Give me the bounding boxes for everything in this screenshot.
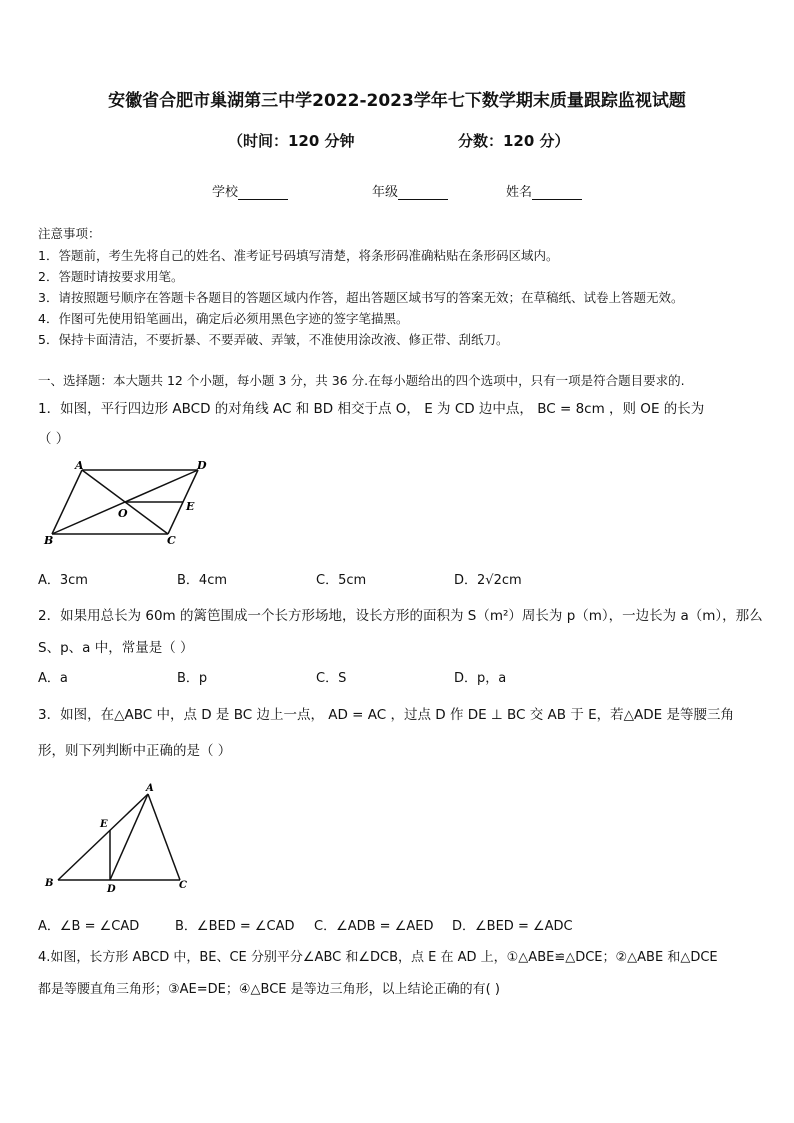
q1-option-d[interactable]: D．2√2cm — [454, 573, 522, 588]
name-label: 姓名 — [506, 185, 533, 200]
label-b: B — [44, 534, 54, 547]
q1-option-b[interactable]: B．4cm — [177, 573, 228, 588]
q3-option-d[interactable]: D．∠BED = ∠ADC — [452, 919, 573, 934]
q2-option-a[interactable]: A．a — [38, 671, 68, 686]
name-field — [506, 181, 582, 200]
q2-stem: 2．如果用总长为 60m 的篱笆围成一个长方形场地，设长方形的面积为 S（m²）周长为 p（m），一边长为 a（m），那么 — [38, 608, 763, 624]
q3-option-a[interactable]: A．∠B = ∠CAD — [38, 919, 140, 934]
q2-stem-cont: S、p、a 中，常量是（ ） — [38, 640, 194, 656]
school-label: 学校 — [212, 185, 239, 200]
note-item: 4．作图可先使用铅笔画出，确定后必须用黑色字迹的签字笔描黑。 — [38, 311, 409, 326]
grade-field — [372, 181, 448, 200]
school-blank[interactable] — [238, 187, 288, 200]
q1-stem: 1．如图，平行四边形 ABCD 的对角线 AC 和 BD 相交于点 O， E 为 CD 边中点， BC = 8cm ，则 OE 的长为 — [38, 401, 705, 417]
q3-option-b[interactable]: B．∠BED = ∠CAD — [175, 919, 295, 934]
section-heading: 一、选择题：本大题共 12 个小题，每小题 3 分，共 36 分.在每小题给出的四个选项中，只有一项是符合题目要求的. — [38, 373, 685, 388]
note-item: 1．答题前，考生先将自己的姓名、准考证号码填写清楚，将条形码准确粘贴在条形码区域内。 — [38, 248, 559, 263]
name-blank[interactable] — [532, 187, 582, 200]
label-o: O — [118, 507, 128, 520]
school-field — [212, 181, 288, 200]
q1-option-c[interactable]: C．5cm — [316, 573, 367, 588]
label-d: D — [197, 459, 207, 472]
note-item: 3．请按照题号顺序在答题卡各题目的答题区域内作答，超出答题区域书写的答案无效；在草稿纸、试卷上答题无效。 — [38, 290, 684, 305]
q2-option-c[interactable]: C．S — [316, 671, 347, 686]
label-a: A — [75, 459, 84, 472]
q3-stem: 3．如图，在△ABC 中，点 D 是 BC 边上一点， AD = AC ，过点 D 作 DE ⊥ BC 交 AB 于 E，若△ADE 是等腰三角 — [38, 707, 735, 723]
q2-option-b[interactable]: B．p — [177, 671, 208, 686]
exam-title: 安徽省合肥市巢湖第三中学2022-2023学年七下数学期末质量跟踪监视试题 — [108, 91, 686, 111]
notes-heading: 注意事项： — [38, 226, 101, 241]
note-item: 5．保持卡面清洁，不要折暴、不要弄破、弄皱，不准使用涂改液、修正带、刮纸刀。 — [38, 332, 509, 347]
q2-option-d[interactable]: D．p，a — [454, 671, 507, 686]
label-c: C — [179, 880, 187, 891]
label-a: A — [146, 783, 154, 794]
grade-blank[interactable] — [398, 187, 448, 200]
label-b: B — [45, 878, 54, 889]
note-item: 2．答题时请按要求用笔。 — [38, 269, 184, 284]
side-ac — [148, 794, 180, 880]
exam-score: 分数：120 分） — [458, 132, 570, 150]
label-d: D — [107, 884, 116, 895]
q1-option-a[interactable]: A．3cm — [38, 573, 88, 588]
grade-label: 年级 — [372, 185, 399, 200]
label-e: E — [100, 819, 108, 830]
q4-stem: 4.如图，长方形 ABCD 中，BE、CE 分别平分∠ABC 和∠DCB，点 E 在 AD 上，①△ABE≌△DCE；②△ABE 和△DCE — [38, 950, 718, 965]
q4-stem-cont: 都是等腰直角三角形；③AE=DE；④△BCE 是等边三角形，以上结论正确的有( ) — [38, 982, 500, 997]
exam-time: （时间：120 分钟 — [228, 132, 355, 150]
label-e: E — [186, 500, 195, 513]
q3-stem-cont: 形，则下列判断中正确的是（ ） — [38, 743, 232, 759]
side-ba — [52, 470, 82, 534]
q3-option-c[interactable]: C．∠ADB = ∠AED — [314, 919, 434, 934]
side-ba — [58, 794, 148, 880]
parallelogram-figure — [40, 458, 220, 550]
label-c: C — [167, 534, 176, 547]
triangle-figure — [40, 780, 200, 895]
segment-ad — [110, 794, 148, 880]
q1-stem-cont: （ ） — [38, 431, 70, 447]
